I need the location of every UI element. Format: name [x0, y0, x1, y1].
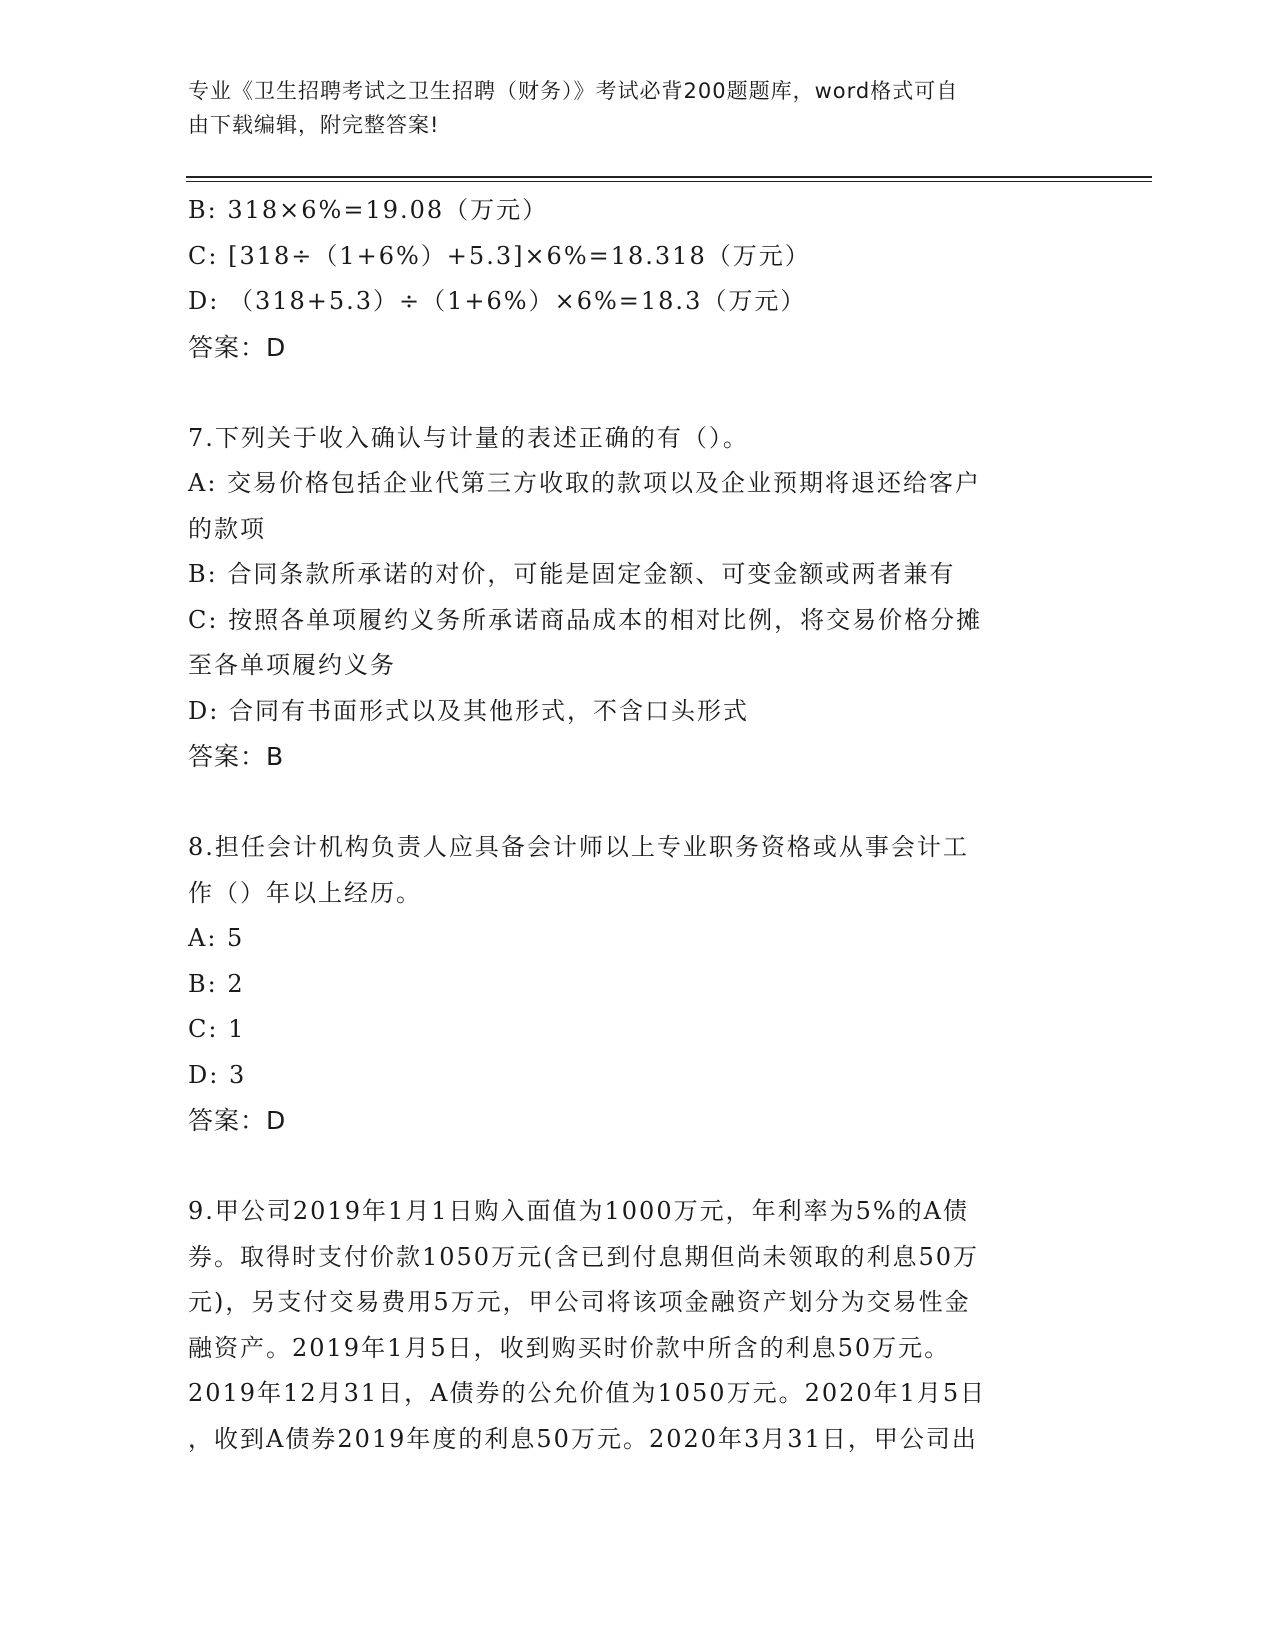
- question-9-block: [188, 1189, 1088, 1462]
- question-7-option-c-cont: 至各单项履约义务: [188, 651, 396, 679]
- question-6-block: [188, 188, 1088, 370]
- header-divider-thick: [186, 176, 1152, 178]
- question-9-stem-line: 融资产。2019年1月5日，收到购买时价款中所含的利息50万元。: [188, 1333, 951, 1362]
- question-9-stem-line: 9.甲公司2019年1月1日购入面值为1000万元，年利率为5%的A债: [188, 1197, 969, 1225]
- question-7-answer: 答案：B: [188, 742, 285, 771]
- question-9-stem-line: 元)，另支付交易费用5万元，甲公司将该项金融资产划分为交易性金: [188, 1288, 971, 1316]
- question-6-option-b: B: 318×6%=19.08（万元）: [188, 196, 549, 224]
- question-8-block: [188, 825, 1088, 1144]
- question-7-option-c: C: 按照各单项履约义务所承诺商品成本的相对比例，将交易价格分摊: [188, 605, 983, 634]
- question-7-option-b: B: 合同条款所承诺的对价，可能是固定金额、可变金额或两者兼有: [188, 560, 956, 588]
- question-9-stem-line: 券。取得时支付价款1050万元(含已到付息期但尚未领取的利息50万: [188, 1242, 979, 1271]
- spacer: [188, 780, 1088, 826]
- question-9-stem-line: 2019年12月31日，A债券的公允价值为1050万元。2020年1月5日: [188, 1379, 987, 1407]
- question-8-stem-cont: 作（）年以上经历。: [188, 878, 422, 907]
- question-9-stem-line: ，收到A债券2019年度的利息50万元。2020年3月31日，甲公司出: [188, 1424, 978, 1453]
- question-7-block: [188, 416, 1088, 780]
- header-title-line-1: 专业《卫生招聘考试之卫生招聘（财务）》考试必背200题题库，word格式可自: [188, 79, 959, 103]
- question-7-option-a: A: 交易价格包括企业代第三方收取的款项以及企业预期将退还给客户: [188, 469, 982, 497]
- question-8-option-d: D: 3: [188, 1060, 247, 1089]
- header-divider-thin: [186, 181, 1152, 182]
- question-7-option-a-cont: 的款项: [188, 514, 266, 543]
- document-body: [188, 188, 1088, 1462]
- question-8-answer: 答案：D: [188, 1106, 287, 1135]
- question-7-option-d: D: 合同有书面形式以及其他形式，不含口头形式: [188, 696, 749, 725]
- document-header: [188, 74, 1068, 142]
- spacer: [188, 1144, 1088, 1190]
- question-7-stem: 7.下列关于收入确认与计量的表述正确的有（）。: [188, 423, 749, 452]
- question-8-stem: 8.担任会计机构负责人应具备会计师以上专业职务资格或从事会计工: [188, 833, 969, 861]
- question-8-option-b: B: 2: [188, 969, 245, 998]
- question-6-option-d: D: （318+5.3）÷（1+6%）×6%=18.3（万元）: [188, 287, 807, 315]
- question-8-option-c: C: 1: [188, 1015, 246, 1043]
- question-6-answer: 答案：D: [188, 332, 287, 362]
- spacer: [188, 370, 1088, 416]
- question-8-option-a: A: 5: [188, 924, 245, 952]
- question-6-option-c: C: [318÷（1+6%）+5.3]×6%=18.318（万元）: [188, 241, 811, 270]
- header-title-line-2: 由下载编辑，附完整答案!: [188, 113, 440, 137]
